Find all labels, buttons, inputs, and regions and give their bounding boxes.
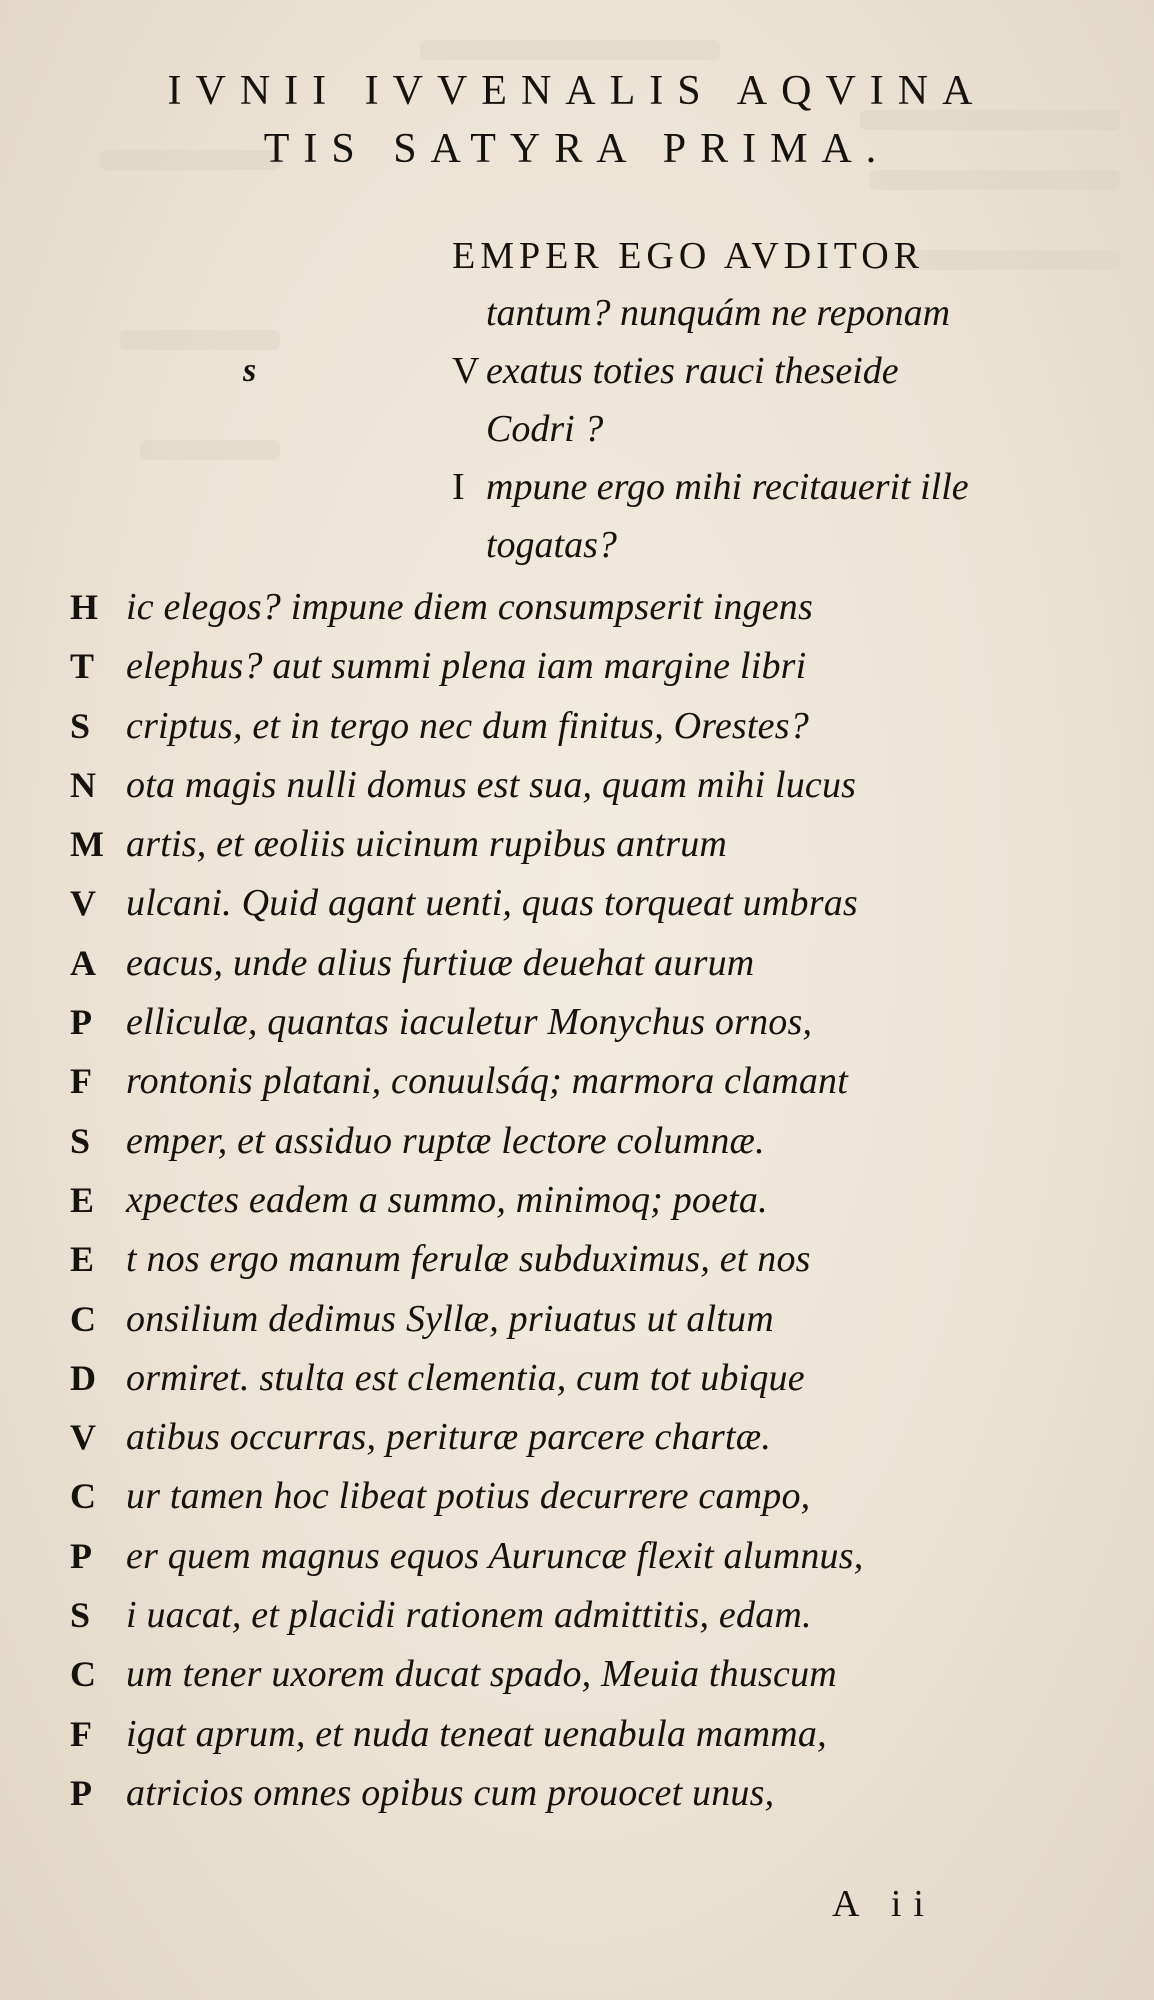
verse-initial: F xyxy=(70,1061,92,1102)
verse-text: igat aprum, et nuda teneat uenabula mamma, xyxy=(126,1712,827,1755)
title-line-2: TIS SATYRA PRIMA. xyxy=(263,126,891,172)
line-text: togatas? xyxy=(486,524,617,566)
verse-initial: E xyxy=(70,1239,95,1280)
verse-text: ulcani. Quid agant uenti, quas torqueat umbras xyxy=(126,882,858,925)
verse-initial: P xyxy=(70,1535,92,1576)
opening-caps-line: EMPER EGO AVDITOR xyxy=(452,235,925,277)
verse-line xyxy=(70,578,1130,637)
line-initial: I xyxy=(452,466,465,508)
verse-line xyxy=(70,1408,1130,1467)
verse-initial: H xyxy=(70,587,99,627)
verse-text: ic elegos? impune diem consumpserit ingens xyxy=(126,586,814,628)
verse-text: rontonis platani, conuulsáq; marmora clamant xyxy=(126,1060,849,1103)
line-initial: V xyxy=(452,350,480,392)
verse-text: elliculæ, quantas iaculetur Monychus ornos, xyxy=(126,1001,813,1044)
verse-line xyxy=(70,874,1130,933)
verse-text: atibus occurras, perituræ parcere chartæ. xyxy=(126,1416,772,1459)
verse-block xyxy=(70,578,1130,1823)
opening-line xyxy=(452,400,1122,458)
line-text: Codri ? xyxy=(486,408,604,450)
verse-text: t nos ergo manum ferulæ subduximus, et nos xyxy=(126,1238,811,1281)
verse-line xyxy=(70,1349,1130,1408)
verse-initial: C xyxy=(70,1476,96,1517)
verse-initial: N xyxy=(70,764,96,805)
verse-initial: V xyxy=(70,883,96,924)
verse-initial: S xyxy=(70,1120,91,1161)
verse-initial: F xyxy=(70,1713,92,1754)
verse-initial: T xyxy=(70,646,95,687)
verse-initial: M xyxy=(70,824,104,865)
verse-line xyxy=(70,1764,1130,1823)
verse-line xyxy=(70,993,1130,1052)
opening-line xyxy=(452,516,1122,574)
verse-line xyxy=(70,1171,1130,1230)
verse-line xyxy=(70,1112,1130,1171)
verse-text: elephus? aut summi plena iam margine libri xyxy=(126,645,807,688)
verse-text: onsilium dedimus Syllæ, priuatus ut altum xyxy=(126,1297,774,1340)
verse-line xyxy=(70,756,1130,815)
verse-text: artis, et æoliis uicinum rupibus antrum xyxy=(126,823,728,866)
verse-text: eacus, unde alius furtiuæ deuehat aurum xyxy=(126,941,755,984)
verse-initial: S xyxy=(70,705,91,746)
verse-initial: C xyxy=(70,1298,96,1339)
verse-text: i uacat, et placidi rationem admittitis, edam. xyxy=(126,1594,812,1637)
signature-mark: A ii xyxy=(832,1883,936,1925)
verse-text: atricios omnes opibus cum prouocet unus, xyxy=(126,1771,775,1814)
verse-text: er quem magnus equos Auruncæ flexit alumnus, xyxy=(126,1534,864,1577)
verse-initial: V xyxy=(70,1417,96,1458)
verse-line xyxy=(70,697,1130,756)
verse-line xyxy=(70,1230,1130,1289)
line-text: mpune ergo mihi recitauerit ille xyxy=(486,466,969,508)
verse-initial: A xyxy=(70,942,96,983)
opening-lines xyxy=(452,228,1122,574)
verse-line xyxy=(70,1052,1130,1111)
verse-line xyxy=(70,1645,1130,1704)
opening-line xyxy=(452,342,1122,400)
line-text: exatus toties rauci theseide xyxy=(486,350,899,392)
opening-line xyxy=(452,458,1122,516)
page-title xyxy=(0,62,1154,178)
verse-line xyxy=(70,815,1130,874)
verse-initial: C xyxy=(70,1654,96,1695)
verse-line xyxy=(70,1705,1130,1764)
line-text: tantum? nunquám ne reponam xyxy=(486,292,951,334)
verse-initial: P xyxy=(70,1002,92,1043)
verse-text: um tener uxorem ducat spado, Meuia thuscum xyxy=(126,1653,837,1696)
title-line-1: IVNII IVVENALIS AQVINA xyxy=(167,68,987,114)
verse-initial: D xyxy=(70,1357,96,1398)
verse-text: ormiret. stulta est clementia, cum tot ubique xyxy=(126,1356,805,1399)
verse-line xyxy=(70,1586,1130,1645)
verse-line xyxy=(70,1527,1130,1586)
verse-line xyxy=(70,1467,1130,1526)
verse-line xyxy=(70,637,1130,696)
verse-line xyxy=(70,1290,1130,1349)
verse-text: ota magis nulli domus est sua, quam mihi lucus xyxy=(126,763,857,806)
verse-initial: E xyxy=(70,1179,95,1220)
verse-initial: P xyxy=(70,1772,92,1813)
verse-text: criptus, et in tergo nec dum finitus, Orestes? xyxy=(126,704,809,747)
opening-line xyxy=(452,284,1122,342)
verse-initial: S xyxy=(70,1595,91,1636)
verse-line xyxy=(70,934,1130,993)
verse-text: xpectes eadem a summo, minimoq; poeta. xyxy=(126,1178,768,1221)
marginal-mark: s xyxy=(243,352,257,389)
verse-text: ur tamen hoc libeat potius decurrere campo, xyxy=(126,1475,811,1518)
verse-text: emper, et assiduo ruptæ lectore columnæ. xyxy=(126,1119,765,1162)
